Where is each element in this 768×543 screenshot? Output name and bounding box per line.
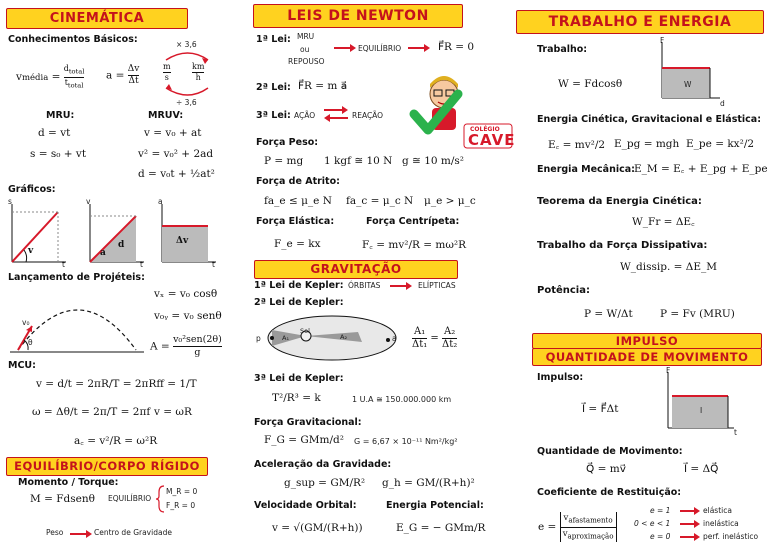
graph-s-axis: s (8, 197, 12, 206)
cinematica-banner: CINEMÁTICA (6, 8, 188, 29)
eq-fr-zero: F_R = 0 (166, 501, 196, 510)
alcance-formula: A = v₀²sen(2θ) g (150, 334, 222, 358)
graph-a-axis: a (158, 197, 163, 206)
x36-label: × 3,6 (176, 40, 197, 49)
gh-formula: g_h = GM/(R+h)² (382, 477, 475, 489)
eg-formula: E_G = − GMm/R (396, 522, 486, 534)
kepler1-orbitas: ÓRBITAS (348, 281, 381, 290)
mru-heading: MRU: (46, 110, 75, 121)
graph-impulso-t-axis: t (734, 428, 737, 437)
kepler2-a2: A₂ (340, 333, 348, 341)
lei1-fr-zero: F⃗R = 0 (438, 41, 475, 53)
forca-centripeta-heading: Força Centrípeta: (366, 216, 460, 227)
lei2-label: 2ª Lei: (256, 82, 291, 93)
elastica-formula: F_e = kx (274, 238, 321, 250)
graph-d-axis: d (720, 99, 725, 108)
kepler3-heading: 3ª Lei de Kepler: (254, 373, 344, 384)
e3-value: e = 0 (650, 532, 671, 541)
graph-v-t (86, 200, 146, 268)
e2-value: 0 < e < 1 (634, 519, 671, 528)
trabalho-heading: Trabalho: (537, 44, 588, 55)
mruv-formula-3: d = v₀t + ½at² (138, 168, 215, 180)
graficos-heading: Gráficos: (8, 184, 56, 195)
lei3-arrows (324, 106, 348, 122)
peso-formula: P = mg (264, 155, 304, 167)
teorema-formula: W_Fr = ΔE꜀ (632, 216, 695, 228)
ec-formula: E꜀ = mv²/2 (548, 139, 606, 151)
kepler2-a1: A₁ (282, 334, 290, 342)
forca-grav-heading: Força Gravitacional: (254, 417, 362, 428)
trabalho-energia-banner: TRABALHO E ENERGIA (516, 10, 764, 34)
logo-cave-text: CAVE (468, 131, 516, 149)
dissipativa-formula: W_dissip. = ΔE_M (620, 261, 718, 273)
mruv-formula-1: v = v₀ + at (144, 127, 202, 139)
potencia-formula-2: P = Fv (MRU) (660, 308, 735, 320)
graph-a-t (158, 200, 218, 268)
mcu-vw-formula: v = ωR (154, 406, 192, 418)
gsup-formula: g_sup = GM/R² (284, 477, 366, 489)
forca-atrito-heading: Força de Atrito: (256, 176, 340, 187)
lei1-arrow (334, 44, 356, 52)
mru-formula-2: s = s₀ + vt (30, 148, 87, 160)
lei1-arrow-2 (408, 44, 430, 52)
graph-s-t (8, 200, 68, 268)
dissipativa-heading: Trabalho da Força Dissipativa: (537, 240, 708, 251)
vx-formula: vₓ = v₀ cosθ (154, 288, 218, 300)
e3-label: perf. inelástico (703, 532, 759, 541)
e1-label: elástica (703, 506, 732, 515)
equilibrio-brace (156, 484, 166, 514)
graph-v-axis: v (86, 197, 91, 206)
lei1-repouso: REPOUSO (288, 57, 325, 66)
quantidade-movimento-banner: QUANTIDADE DE MOVIMENTO (532, 348, 762, 366)
kepler1-elipticas: ELÍPTICAS (418, 281, 456, 290)
kepler2-formula: $\frac{\text{A₁}}{\text{Δt₁}}$ = $\frac{\text{A₂}}{\text{Δt₂}}$ (412, 326, 458, 350)
mcu-w-formula: ω = Δθ/t = 2π/T = 2πf (32, 406, 151, 418)
ua-value: 1 U.A ≅ 150.000.000 km (352, 395, 452, 404)
mcu-v-formula: v = d/t = 2πR/T = 2πRf (36, 378, 161, 390)
graph-f-axis: F (660, 36, 665, 45)
trabalho-formula: W = Fdcosθ (558, 78, 623, 90)
lancamento-heading: Lançamento de Projéteis: (8, 272, 145, 283)
e2-label: inelástica (703, 519, 739, 528)
graph-a-t-axis: t (212, 260, 215, 269)
graph-v-a: a (100, 248, 106, 258)
graph-impulso-f-axis: F (666, 366, 671, 375)
em-formula: E_M = E꜀ + E_pg + E_pe (634, 163, 768, 175)
mcu-f-formula: f = 1/T (160, 378, 197, 390)
epe-formula: E_pe = kx²/2 (686, 138, 755, 150)
equilibrio-label: EQUILÍBRIO (108, 494, 152, 503)
coef-heading: Coeficiente de Restituição: (537, 487, 682, 498)
graph-v-d: d (118, 240, 125, 250)
v-orbital-formula: v = √(GM/(R+h)) (272, 522, 363, 534)
graph-s-t-axis: t (62, 260, 65, 269)
epg-formula: E_pg = mgh (614, 138, 680, 150)
projectile-theta: θ (28, 338, 33, 347)
lei3-label: 3ª Lei: (256, 110, 291, 121)
lei1-equilibrio: EQUILÍBRIO (358, 44, 402, 53)
mruv-formula-2: v² = v₀² + 2ad (138, 148, 214, 160)
lei3-reacao: REAÇÃO (352, 111, 384, 120)
qm-formula: Q⃗ = mv⃗ (586, 463, 626, 475)
kepler1-arrow (390, 282, 412, 290)
qm-heading: Quantidade de Movimento: (537, 446, 683, 457)
vel-orbital-heading: Velocidade Orbital: (254, 500, 357, 511)
potencia-formula-1: P = W/Δt (584, 308, 633, 320)
fg-formula: F_G = GMm/d² (264, 434, 344, 446)
kepler2-p: p (256, 334, 261, 343)
forca-peso-heading: Força Peso: (256, 137, 319, 148)
voy-formula: v₀ᵧ = v₀ senθ (154, 310, 222, 322)
peso-label: Peso (46, 528, 64, 537)
impulso-banner: IMPULSO (532, 333, 762, 349)
logo-colegio-text: COLÉGIO (470, 126, 500, 133)
kgf-formula: 1 kgf ≅ 10 N (324, 155, 393, 167)
eq-mr-zero: M_R = 0 (166, 487, 198, 496)
accel-formula: a = $\frac{\Delta v}{\Delta t}$ (106, 64, 140, 86)
energias-heading: Energia Cinética, Gravitacional e Elástica: (537, 114, 761, 125)
impulso-formula: I⃗ = F⃗Δt (582, 403, 619, 415)
graph-a-dv: Δv (176, 236, 189, 246)
kepler1-heading: 1ª Lei de Kepler: (254, 280, 344, 291)
momento-heading: Momento / Torque: (18, 477, 119, 488)
vmedia-formula: vmédia = $d_{total}$ $t_{total}$ (16, 64, 85, 90)
coef-arrows (680, 506, 702, 542)
kepler2-heading: 2ª Lei de Kepler: (254, 297, 344, 308)
equilibrio-banner: EQUILÍBRIO/CORPO RÍGIDO (6, 457, 208, 476)
graph-v-t-axis: t (140, 260, 143, 269)
graph-impulso (664, 370, 738, 434)
mecanica-heading: Energia Mecânica: (537, 164, 635, 175)
lei1-ou: ou (300, 45, 310, 54)
graph-f-d (658, 40, 724, 104)
projectile-v0: v₀ (22, 318, 30, 327)
kepler3-formula: T²/R³ = k (272, 392, 321, 404)
lei1-mru: MRU (297, 32, 315, 41)
lei2-formula: F⃗R = m a⃗ (298, 80, 348, 92)
graph-w-area: W (684, 80, 692, 89)
potencia-heading: Potência: (537, 285, 590, 296)
impulso-dq-formula: I⃗ = ΔQ⃗ (684, 463, 719, 475)
graph-s-v: v (28, 246, 34, 256)
mu-comparacao: μ_e > μ_c (424, 195, 476, 207)
gravitacao-banner: GRAVITAÇÃO (254, 260, 458, 279)
coef-formula: e = $v_{afastamento}$ $v_{aproximação}$ (538, 512, 617, 542)
g-constant: G = 6,67 × 10⁻¹¹ Nm²/kg² (354, 437, 458, 446)
momento-formula: M = Fdsenθ (30, 493, 95, 505)
mruv-heading: MRUV: (148, 110, 184, 121)
forca-elastica-heading: Força Elástica: (256, 216, 335, 227)
g-formula: g ≅ 10 m/s² (402, 155, 464, 167)
en-potencial-heading: Energia Potencial: (386, 500, 484, 511)
e1-value: e = 1 (650, 506, 671, 515)
atrito-cinetico: fa_c = μ_c N (346, 195, 414, 207)
peso-arrow (70, 530, 92, 538)
centripeta-formula: F꜀ = mv²/R = mω²R (362, 239, 467, 251)
lei3-acao: AÇÃO (294, 111, 316, 120)
lei1-label: 1ª Lei: (256, 34, 291, 45)
teorema-heading: Teorema da Energia Cinética: (537, 196, 702, 207)
div36-label: ÷ 3,6 (176, 98, 197, 107)
acel-grav-heading: Aceleração da Gravidade: (254, 459, 392, 470)
conhecimentos-heading: Conhecimentos Básicos: (8, 34, 138, 45)
atrito-estatico: fa_e ≤ μ_e N (264, 195, 332, 207)
kmh-unit: km h (192, 62, 205, 82)
mcu-ac-formula: a꜀ = v²/R = ω²R (74, 435, 158, 447)
unit-conversion-arrows (158, 48, 218, 100)
mru-formula-1: d = vt (38, 127, 71, 139)
ms-unit: m s (163, 62, 171, 82)
graph-impulso-area: I (700, 406, 703, 415)
impulso-heading: Impulso: (537, 372, 584, 383)
kepler2-sol: Sol (300, 327, 310, 335)
centro-gravidade-label: Centro de Gravidade (94, 528, 172, 537)
mcu-heading: MCU: (8, 360, 36, 371)
newton-banner: LEIS DE NEWTON (253, 4, 463, 28)
kepler2-a: a (392, 334, 397, 343)
